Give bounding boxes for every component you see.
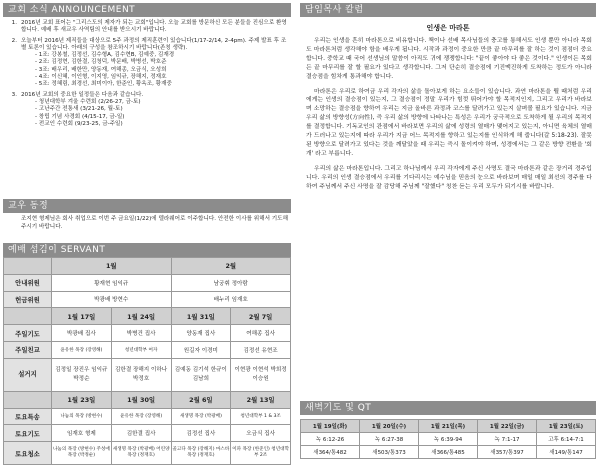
day-header: 1월 19일(화) [301, 420, 360, 433]
announcement-text: 2016년 교회 표어는 "그리스도의 제자가 되는 교회"입니다. 오늘 교회를 방문하신 모든 분들을 진심으로 환영합니다. 예배 후 새교우 사역팀의 안내를 받으시기 바랍니다. [21, 20, 287, 34]
passage-cell: 고후 6:14-7:1 [537, 433, 596, 446]
table-cell: 김정선 유현조 [231, 341, 291, 358]
row-label: 토요기도 [4, 425, 52, 442]
sermon-header: 담임목사 칼럼 [300, 3, 596, 17]
day-header: 1월 22일(금) [478, 420, 537, 433]
hymn-cell: 새149/통147 [537, 446, 596, 459]
table-cell: 나눔의 목장 (방현수) 주성애 목장 (박정순) [52, 442, 112, 465]
table-cell: 나눔의 목장 (방현수) [52, 408, 112, 425]
sermon-paragraph: 우리는 인생을 흔히 마라톤으로 비유합니다. 책이나 선배 목사님들의 충고를 통해서도 인생 뿐만 아니라 목회도 마라톤처럼 생각해야 함을 배우게 됩니다. 시작과 과정이 중요한 만큼 끝 마무리를 잘 하는 것이 점점더 중요합니다. 중학교 때 국어 선생님의 말씀이 아직도 귀에 쟁쟁합니다: "끝이 좋아야 다 좋은 것이다." 인생이든 목회든 끝 마무리를 잘 할 필요가 있다고 생각합니다. 그저 단순히 결승점에 기진맥진하게 도착하는 정도가 아니라 결승점을 힘차게 통과해야 합니다. [306, 38, 592, 80]
sermon-paragraph: 마라톤은 우리로 하여금 우리 각자의 삶을 돌아보게 하는 요소들이 있습니다. 과연 마라톤을 뛸 때처럼 우리에게는 인생의 결승점이 있는지, 그 결승점이 정말 우리가 힘껏 뛰어가야 할 목적지인지, 그리고 우리가 바라보며 소망하는 결승점을 향하여 우리는 지금 올바른 과정과 코스를 달려가고 있는지 살펴볼 필요가 있습니다. 지금 우리 삶의 방향성(方向性), 즉 우리 삶의 방향에 나타나는 특성은 우리가 궁극적으로 도착하게 될 우리의 목적지를 결정합니다. 기독교인의 관점에서 바라보면 우리의 삶에 성령의 열매가 맺어지고 있는지, 아니면 육체의 열매가 드러나고 있는지에 따라 우리가 지금 어느 목적지를 향하고 있는지를 인식하게 해 줍니다(갈 5:18-23). 잘못된 방향으로 달려가고 있다는 것을 깨달았을 때 우리는 즉시 돌이켜야 하며, 성경에서는 그 같은 방향 전환을 '회개' 라고 부릅니다. [306, 88, 592, 157]
row-label: 안내위원 [4, 274, 52, 291]
table-row [4, 325, 291, 342]
table-cell: 새생명 목장 (박광배) 어린양 목장 (정재호) [111, 442, 171, 465]
table-cell: 김정선 집사 [171, 425, 231, 442]
table-cell: 이파 목장 (한준인) 청년대학부 2조 [231, 442, 291, 465]
schedule-line: - 창립 기념 사경회 (4/15-17, 금-일) [35, 113, 125, 120]
table-cell: 배누리 임재호 [171, 291, 291, 308]
table-row [4, 425, 291, 442]
group-line: - 4조: 이신혜, 이인형, 이지영, 임익규, 장해지, 정재호 [35, 74, 167, 81]
day-header: 1월 20일(수) [360, 420, 419, 433]
table-cell: 김예동 김기석 한규이 김남희 [171, 358, 231, 391]
date-header: 2월 7일 [231, 308, 291, 325]
group-line: - 1조: 강봉철, 김정선, 김수형A, 김수현B, 김예중, 김재경 [35, 52, 175, 59]
day-header: 1월 23일(토) [537, 420, 596, 433]
date-header: 1월 31일 [171, 308, 231, 325]
table-cell: 박광배 방현수 [52, 291, 172, 308]
table-cell: 골고다 목장 (장해지) 마스바 목장 (정재호) [171, 442, 231, 465]
hymn-cell: 새366/통485 [419, 446, 478, 459]
row-label: 토요청소 [4, 442, 52, 465]
table-row [4, 274, 291, 291]
group-line: - 3조: 배우리, 배한만, 양동재, 여해종, 오금식, 오성희 [35, 66, 167, 73]
table-row [4, 308, 291, 325]
group-line: - 5조: 정혜림, 최경선, 최미이아, 한준인, 황옥조, 황재중 [35, 81, 172, 88]
date-header: 1월 24일 [111, 308, 171, 325]
table-cell: 원길자 이경미 [171, 341, 231, 358]
left-column [3, 3, 291, 461]
news-text: 조지현 형제님은 회사 취업으로 이번 주 금요일(1/22)에 델라웨어로 이주합니다. 안전한 이사를 위해서 기도해주시기 바랍니다. [21, 216, 288, 230]
date-header: 2월 6일 [171, 391, 231, 408]
row-label: 주일기도 [4, 325, 52, 342]
qt-table [300, 419, 596, 459]
hymn-cell: 새364/통482 [301, 446, 360, 459]
table-cell: 윤유한 목장 (장영해) [52, 341, 112, 358]
passage-cell: 녹 6:12-26 [301, 433, 360, 446]
announcement-text: 오늘부터 2016년 제직들을 대상으로 5주 과정의 제직훈련이 있습니다(1/17-2/14, 2-4pm). 주제 발표 후 조별 토론이 있습니다. 아래의 구성을 참조하시기 바랍니다(존칭 생략). [21, 37, 287, 51]
table-cell: 오금식 집사 [231, 425, 291, 442]
table-row [4, 408, 291, 425]
table-cell: 임재호 형제 [52, 425, 112, 442]
passage-cell: 녹 7:1-17 [478, 433, 537, 446]
date-header: 1월 30일 [111, 391, 171, 408]
table-corner [4, 391, 52, 408]
hymn-cell: 새503/통373 [360, 446, 419, 459]
group-line: - 2조: 김정현, 김한결, 김청덕, 박문배, 박병선, 박호준 [35, 59, 167, 66]
table-cell: 김한결 장해지 이하나 박정호 [111, 358, 171, 391]
table-cell: 새생명 목장 (박광배) [171, 408, 231, 425]
table-cell: 이현광 이현석 박희정 이승원 [231, 358, 291, 391]
table-row [4, 442, 291, 465]
date-header: 2월 13일 [231, 391, 291, 408]
table-corner [4, 308, 52, 325]
row-label: 토요특송 [4, 408, 52, 425]
announcement-text: 2016년 교회의 중요한 일정들은 다음과 같습니다. [21, 91, 144, 98]
passage-cell: 녹 6:27-38 [360, 433, 419, 446]
table-cell: 남궁휘 정아람 [171, 274, 291, 291]
table-row [4, 391, 291, 408]
table-cell: 청년대학부 여자 [111, 341, 171, 358]
sermon-title: 인생은 마라톤 [426, 24, 470, 32]
schedule-line: - 고난주간 전통새 (3/21-26, 월-토) [35, 106, 123, 113]
date-header: 1월 17일 [52, 308, 112, 325]
announcement-item [5, 20, 289, 35]
item-number: 1. [11, 20, 17, 26]
news-header: 교우 동정 [3, 199, 291, 213]
table-cell: 황재현 임익규 [52, 274, 172, 291]
month-header: 1월 [52, 258, 172, 275]
row-label: 설거지 [4, 358, 52, 391]
table-cell: 청년대학부 1 & 3조 [231, 408, 291, 425]
sermon-body [300, 37, 596, 192]
qt-header: 새벽기도 및 QT [300, 401, 596, 415]
table-row [4, 341, 291, 358]
table-cell: 여해종 집사 [231, 325, 291, 342]
service-table [3, 257, 291, 465]
table-row [4, 258, 291, 275]
announcement-header: 교회 소식 ANNOUNCEMENT [3, 3, 291, 17]
hymn-cell: 새357/통397 [478, 446, 537, 459]
table-row [4, 291, 291, 308]
table-cell: 윤유한 목장 (장영해) [111, 408, 171, 425]
table-row [4, 358, 291, 391]
table-cell: 양동재 집사 [171, 325, 231, 342]
item-number: 2. [11, 37, 17, 44]
passage-cell: 녹 6:39-94 [419, 433, 478, 446]
qt-section [300, 401, 596, 459]
sermon-paragraph: 우리의 삶은 마라톤입니다. 그리고 하나님께서 우리 각자에게 주신 사명도 결국 마라톤과 같은 장거리 경주입니다. 우리의 인생 결승점에서 우리를 기다리시는 예수님을 믿음의 눈으로 바라보며 매일 매일 최선의 경주를 다하여 주님께서 주신 사명을 잘 감당해 주님께 "잘했다" 칭찬 듣는 우리 모두가 되기시를 바랍니다. [306, 165, 592, 190]
table-corner [4, 258, 52, 275]
day-header: 1월 21일(목) [419, 420, 478, 433]
table-cell: 박병건 집사 [111, 325, 171, 342]
table-cell: 김정일 장진우 임익규 박정순 [52, 358, 112, 391]
table-cell: 박광배 집사 [52, 325, 112, 342]
row-label: 헌금위원 [4, 291, 52, 308]
month-header: 2월 [171, 258, 291, 275]
schedule-line: - 청년대학부 겨울 수련회 (2/26-27, 금-토) [35, 98, 141, 105]
table-row [301, 420, 596, 433]
item-number: 3. [11, 91, 17, 98]
table-row [301, 433, 596, 446]
announcement-item [5, 38, 289, 89]
schedule-line: - 전교인 수련회 (9/23-25, 금-주일) [35, 120, 123, 127]
table-cell: 김한결 집사 [111, 425, 171, 442]
row-label: 주일친교 [4, 341, 52, 358]
announcement-list [3, 17, 291, 199]
announcement-item [5, 92, 289, 128]
table-row [301, 446, 596, 459]
right-column [300, 3, 596, 461]
date-header: 1월 23일 [52, 391, 112, 408]
service-header: 예배 섬김이 SERVANT [3, 243, 291, 257]
